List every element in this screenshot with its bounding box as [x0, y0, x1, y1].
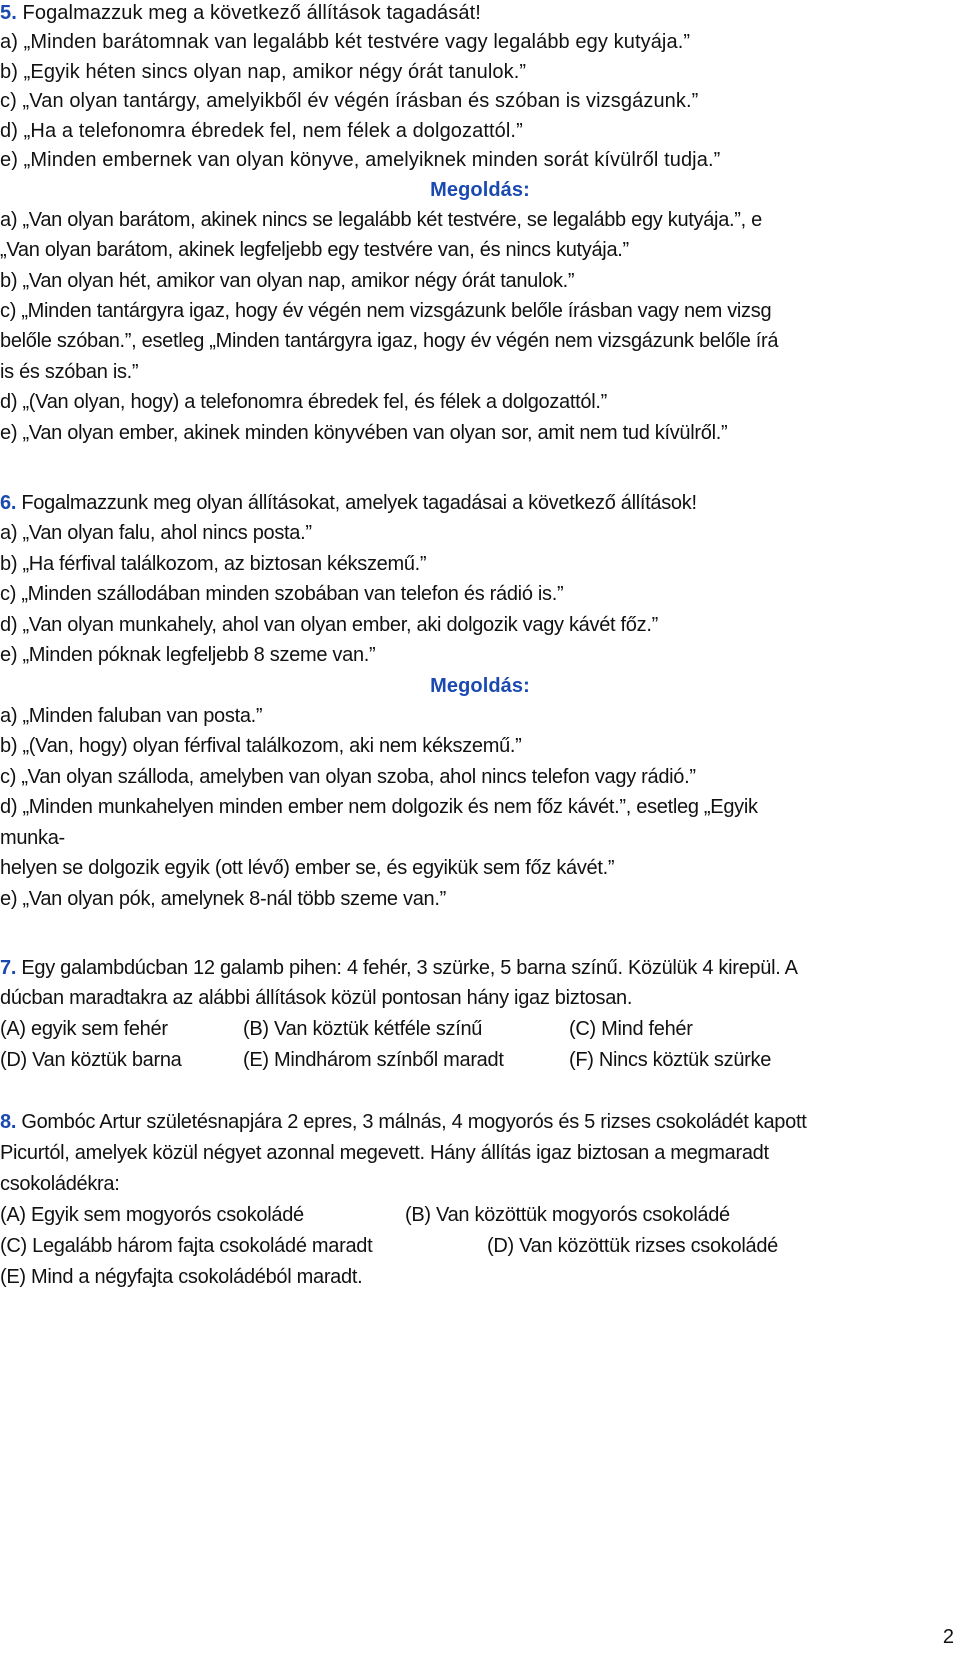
task5-solution-line: e) „Van olyan ember, akinek minden könyvében van olyan sor, amit nem tud kívülről.” — [0, 422, 728, 444]
task6-item-e: e) „Minden póknak legfeljebb 8 szeme van.” — [0, 644, 376, 666]
task8-text: Gombóc Artur születésnapjára 2 epres, 3 málnás, 4 mogyorós és 5 rizses csokoládét kapott — [16, 1111, 807, 1133]
task5-item-d: d) „Ha a telefonomra ébredek fel, nem félek a dolgozattól.” — [0, 120, 523, 142]
task7-option: (C) Mind fehér — [569, 1018, 693, 1040]
task7-line: dúcban maradtakra az alábbi állítások közül pontosan hány igaz biztosan. — [0, 987, 633, 1009]
task5-solution-line: „Van olyan barátom, akinek legfeljebb egy testvére van, és nincs kutyája.” — [0, 239, 629, 261]
task5-item-e: e) „Minden embernek van olyan könyve, amelyiknek minden sorát kívülről tudja.” — [0, 149, 721, 171]
task5-solution-line: is és szóban is.” — [0, 361, 139, 383]
task6-solution-line: b) „(Van, hogy) olyan férfival találkozom, aki nem kékszemű.” — [0, 735, 522, 757]
task6-solution-line: e) „Van olyan pók, amelynek 8-nál több szeme van.” — [0, 888, 446, 910]
task6-number: 6. — [0, 492, 17, 514]
task5-item-a: a) „Minden barátomnak van legalább két testvére vagy legalább egy kutyája.” — [0, 31, 691, 53]
task8-option: (A) Egyik sem mogyorós csokoládé — [0, 1204, 304, 1226]
task5-item-b: b) „Egyik héten sincs olyan nap, amikor négy órát tanulok.” — [0, 61, 527, 83]
task6-heading — [0, 490, 697, 516]
task8-option: (C) Legalább három fajta csokoládé maradt — [0, 1235, 373, 1257]
task8-option: (B) Van közöttük mogyorós csokoládé — [405, 1204, 730, 1226]
task8-line: Picurtól, amelyek közül négyet azonnal megevett. Hány állítás igaz biztosan a megmaradt — [0, 1142, 769, 1164]
page-number: 2 — [942, 1626, 954, 1648]
task6-item-a: a) „Van olyan falu, ahol nincs posta.” — [0, 522, 312, 544]
task5-item-c: c) „Van olyan tantárgy, amelyikből év végén írásban és szóban is vizsgázunk.” — [0, 90, 699, 112]
task6-solution-line: c) „Van olyan szálloda, amelyben van olyan szoba, ahol nincs telefon vagy rádió.” — [0, 766, 696, 788]
task6-title: Fogalmazzunk meg olyan állításokat, amelyek tagadásai a következő állítások! — [16, 492, 697, 514]
task8-line — [0, 1109, 806, 1135]
task6-solution-line: d) „Minden munkahelyen minden ember nem dolgozik és nem főz kávét.”, esetleg „Egyik — [0, 796, 758, 818]
task6-solution-line: munka- — [0, 827, 65, 849]
task6-solution-line: a) „Minden faluban van posta.” — [0, 705, 263, 727]
task7-option: (B) Van köztük kétféle színű — [243, 1018, 483, 1040]
task5-number: 5. — [0, 2, 17, 24]
task5-heading — [0, 0, 481, 26]
task5-solution-line: b) „Van olyan hét, amikor van olyan nap, amikor négy órát tanulok.” — [0, 270, 575, 292]
task6-item-c: c) „Minden szállodában minden szobában van telefon és rádió is.” — [0, 583, 564, 605]
task5-solution-line: a) „Van olyan barátom, akinek nincs se legalább két testvére, se legalább egy kutyája.”, e — [0, 209, 762, 231]
task7-text: Egy galambdúcban 12 galamb pihen: 4 fehér, 3 szürke, 5 barna színű. Közülük 4 kirepül. A — [16, 957, 798, 979]
task5-solution-line: c) „Minden tantárgyra igaz, hogy év végén nem vizsgázunk belőle írásban vagy nem vizsg — [0, 300, 772, 322]
task7-option: (F) Nincs köztük szürke — [569, 1049, 772, 1071]
task6-item-b: b) „Ha férfival találkozom, az biztosan kékszemű.” — [0, 553, 427, 575]
task5-title: Fogalmazzuk meg a következő állítások tagadását! — [16, 2, 481, 24]
task8-option: (D) Van közöttük rizses csokoládé — [487, 1235, 778, 1257]
task8-option-last: (E) Mind a négyfajta csokoládéból maradt. — [0, 1266, 363, 1288]
task7-option: (D) Van köztük barna — [0, 1049, 182, 1071]
task6-solution-line: helyen se dolgozik egyik (ott lévő) ember se, és egyikük sem főz kávét.” — [0, 857, 615, 879]
task5-solution-label: Megoldás: — [430, 179, 530, 201]
task5-solution-line: belőle szóban.”, esetleg „Minden tantárgyra igaz, hogy év végén nem vizsgázunk belőle írá — [0, 330, 779, 352]
task6-solution-label: Megoldás: — [430, 675, 530, 697]
task5-solution-line: d) „(Van olyan, hogy) a telefonomra ébredek fel, és félek a dolgozattól.” — [0, 391, 607, 413]
task7-line — [0, 955, 798, 981]
task7-number: 7. — [0, 957, 17, 979]
task8-number: 8. — [0, 1111, 17, 1133]
task7-option: (A) egyik sem fehér — [0, 1018, 168, 1040]
task6-item-d: d) „Van olyan munkahely, ahol van olyan ember, aki dolgozik vagy kávét főz.” — [0, 614, 658, 636]
task8-line: csokoládékra: — [0, 1173, 120, 1195]
task7-option: (E) Mindhárom színből maradt — [243, 1049, 504, 1071]
